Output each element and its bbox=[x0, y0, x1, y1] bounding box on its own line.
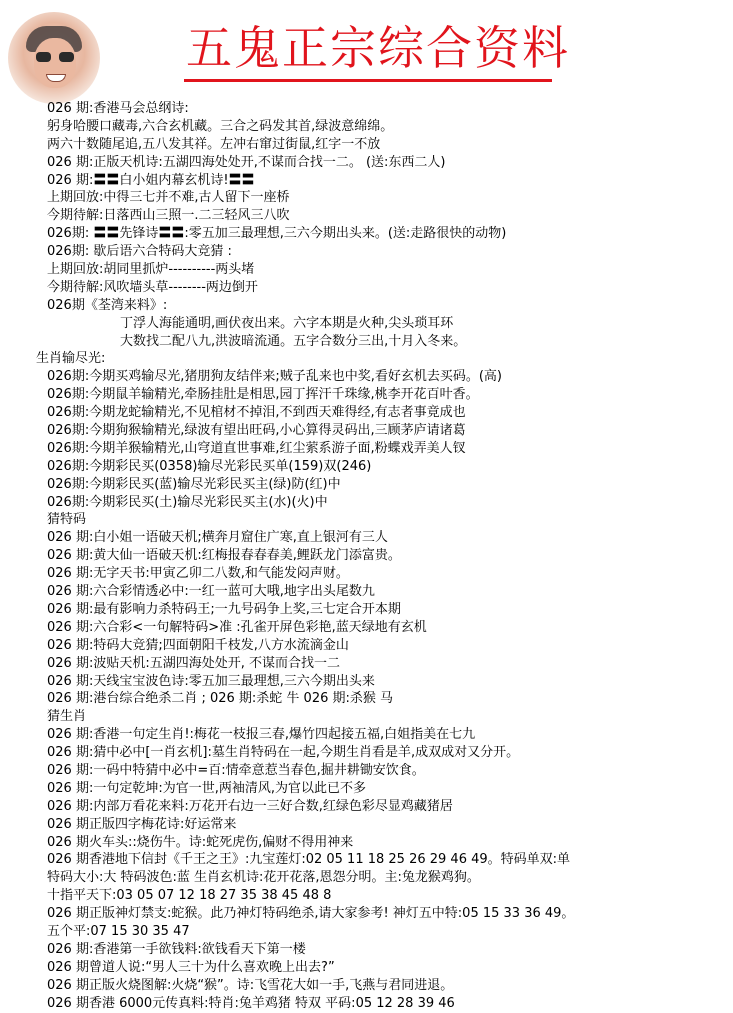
text-line: 026 期正版神灯禁支:蛇猴。此乃神灯特码绝杀,请大家参考! 神灯五中特:05 15 33 36 49。 bbox=[47, 906, 575, 922]
page-title: 五鬼正宗综合资料 bbox=[186, 21, 570, 75]
text-line: 026期:今期鼠羊输精光,牵肠挂肚是相思,园丁挥汗千珠缘,桃李开花百叶香。 bbox=[47, 387, 479, 403]
text-line: 026 期:猜中必中[一肖玄机]:墓生肖特码在一起,今期生肖看是羊,成双成对又分开。 bbox=[47, 745, 520, 761]
text-line: 026 期:香港第一手欲钱料:欲钱看天下第一楼 bbox=[47, 941, 306, 957]
text-line: 026 期:正版天机诗:五湖四海处处开,不谋而合找一二。 (送:东西二人) bbox=[47, 154, 446, 170]
text-line: 今期待解:风吹墙头草--------两边倒开 bbox=[47, 279, 258, 295]
text-line: 026 期:港台综合绝杀二肖 ; 026 期:杀蛇 牛 026 期:杀猴 马 bbox=[47, 691, 394, 707]
text-line: 大数找二配八九,洪波暗流通。五字合数分三出,十月入冬来。 bbox=[120, 333, 467, 349]
text-line: 026 期:一句定乾坤:为官一世,两袖清风,为官以此已不多 bbox=[47, 780, 366, 796]
text-line: 026 期香港 6000元传真料:特肖:兔羊鸡猪 特双 平码:05 12 28 39 46 bbox=[47, 995, 455, 1011]
text-line: 猜生肖 bbox=[47, 709, 87, 725]
text-line: 026 期:最有影响力杀特码王;一九号码争上奖,三七定合开本期 bbox=[47, 601, 401, 617]
title-underline bbox=[184, 79, 552, 82]
document-body bbox=[0, 100, 733, 1012]
text-line: 026 期:特码大竞猜;四面朝阳千枝发,八方水流滴金山 bbox=[47, 637, 349, 653]
text-line: 猜特码 bbox=[47, 512, 87, 528]
text-line: 026期:今期羊猴输精光,山穹道直世事难,红尘萦系游子面,粉蝶戏弄美人钗 bbox=[47, 440, 466, 456]
text-line: 026 期:香港一句定生肖!:梅花一枝报三春,爆竹四起接五福,白姐指美在七九 bbox=[47, 727, 476, 743]
avatar bbox=[8, 12, 100, 104]
avatar-glasses bbox=[36, 52, 74, 62]
text-line: 026 期:黄大仙一语破天机:红梅报春春春美,鲤跃龙门添富贵。 bbox=[47, 548, 401, 564]
text-line: 两六十数随尾追,五八发其祥。左冲右窜过街鼠,红字一不放 bbox=[47, 136, 381, 152]
text-line: 今期待解:日落西山三照一.二三轻风三八吹 bbox=[47, 208, 290, 224]
text-line: 丁浮人海能通明,画伏夜出来。六字本期是火种,尖头琐耳环 bbox=[120, 315, 454, 331]
text-line: 026 期:六合彩<一句解特码>准 :孔雀开屏色彩艳,蓝天绿地有玄机 bbox=[47, 619, 427, 635]
text-line: 上期回放:胡同里抓炉----------两头堵 bbox=[47, 262, 255, 278]
text-line: 026期:今期龙蛇输精光,不见棺材不掉泪,不到西天难得经,有志者事竟成也 bbox=[47, 405, 466, 421]
text-line: 026 期:〓〓白小姐内幕玄机诗!〓〓 bbox=[47, 172, 255, 188]
text-line: 026期:今期狗猴输精光,绿波有望出旺码,小心算得灵码出,三顾茅庐请诸葛 bbox=[47, 423, 466, 439]
text-line: 026 期香港地下信封《千王之王》:九宝莲灯:02 05 11 18 25 26 29 46 49。特码单双:单 bbox=[47, 852, 571, 868]
text-line: 躬身哈腰口藏毒,六合玄机藏。三合之码发其首,绿波意绵绵。 bbox=[47, 118, 394, 134]
text-line: 五个平:07 15 30 35 47 bbox=[47, 923, 190, 939]
text-line: 026期:今期彩民买(0358)输尽光彩民买单(159)双(246) bbox=[47, 458, 372, 474]
text-line: 026期《荃湾来料》: bbox=[47, 297, 168, 313]
text-line: 026 期正版四字梅花诗:好运常来 bbox=[47, 816, 237, 832]
text-line: 特码大小:大 特码波色:蓝 生肖玄机诗:花开花落,恩怨分明。主:兔龙猴鸡狗。 bbox=[47, 870, 480, 886]
text-line: 026 期火车头::烧伤牛。诗:蛇死虎伤,偏财不得用神来 bbox=[47, 834, 354, 850]
text-line: 026 期:无字天书:甲寅乙卯二八数,和气能发闷声财。 bbox=[47, 566, 349, 582]
text-line: 026 期:香港马会总纲诗: bbox=[47, 101, 189, 116]
text-line: 026 期:天线宝宝波色诗:零五加三最理想,三六今期出头来 bbox=[47, 673, 375, 689]
text-line: 026 期:内部万看花来料:万花开右边一三好合数,红绿色彩尽显鸡藏猪居 bbox=[47, 798, 453, 814]
text-line: 026期:今期彩民买(土)输尽光彩民买主(水)(火)中 bbox=[47, 494, 328, 510]
text-line: 生肖输尽光: bbox=[36, 351, 106, 367]
text-line: 026期: 歇后语六合特码大竞猜 : bbox=[47, 244, 232, 260]
text-line: 026 期曾道人说:“男人三十为什么喜欢晚上出去?” bbox=[47, 959, 335, 975]
text-line: 026 期:六合彩情透必中:一红一蓝可大哦,地字出头尾数九 bbox=[47, 584, 375, 600]
text-line: 026 期正版火烧图解:火烧“猴”。诗:飞雪花大如一手,飞燕与君同进退。 bbox=[47, 977, 454, 993]
text-line: 026 期:波贴天机:五湖四海处处开, 不谋而合找一二 bbox=[47, 655, 340, 671]
text-line: 十指平天下:03 05 07 12 18 27 35 38 45 48 8 bbox=[47, 888, 332, 904]
text-line: 026期:今期买鸡输尽光,猪朋狗友结伴来;贼子乱来也中奖,看好玄机去买码。(高) bbox=[47, 369, 502, 385]
text-line: 026 期:白小姐一语破天机;横奔月窟住广寒,直上银河有三人 bbox=[47, 530, 388, 546]
text-line: 026期: 〓〓先锋诗〓〓:零五加三最理想,三六今期出头来。(送:走路很快的动物) bbox=[47, 226, 507, 242]
text-line: 上期回放:中得三七并不难,古人留下一座桥 bbox=[47, 190, 290, 206]
text-line: 026 期:一码中特猜中必中=百:情牵意惹当春色,掘井耕锄安饮食。 bbox=[47, 762, 425, 778]
text-line: 026期:今期彩民买(蓝)输尽光彩民买主(绿)防(红)中 bbox=[47, 476, 341, 492]
